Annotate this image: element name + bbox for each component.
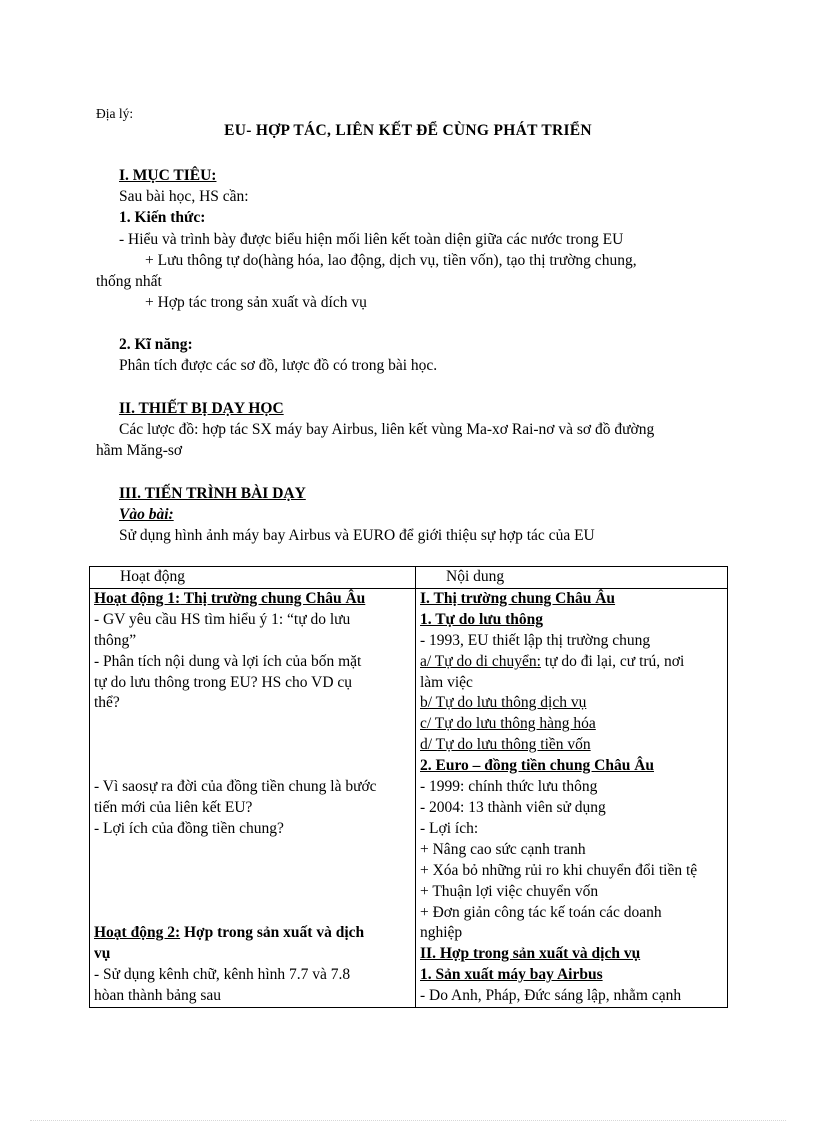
activity-line: - Sử dụng kênh chữ, kênh hình 7.7 và 7.8	[94, 966, 351, 984]
knowledge-item: thống nhất	[96, 273, 162, 290]
skill-heading: 2. Kĩ năng:	[119, 336, 193, 353]
content-line: - 1999: chính thức lưu thông	[420, 778, 598, 796]
knowledge-item: + Lưu thông tự do(hàng hóa, lao động, dịch vụ, tiền vốn), tạo thị trường chung,	[145, 252, 637, 269]
section3-heading: III. TIẾN TRÌNH BÀI DẠY	[119, 485, 306, 502]
content-line: - 2004: 13 thành viên sử dụng	[420, 798, 606, 816]
activity1-name: Thị trường chung Châu Âu	[180, 589, 366, 607]
content-cell	[416, 588, 728, 1007]
content-line: - Lợi ích:	[420, 819, 479, 837]
activity-line: tiến mới của liên kết EU?	[94, 798, 253, 816]
table-header-cell	[90, 567, 416, 589]
activity-line: - Vì saosự ra đời của đồng tiền chung là bước	[94, 778, 377, 796]
header-activity: Hoạt động	[120, 568, 186, 585]
activity1-label: Hoạt động 1:	[94, 589, 181, 607]
table-header-cell	[416, 567, 728, 589]
content-line: - 1993, EU thiết lập thị trường chung	[420, 631, 651, 649]
content-line: c/ Tự do lưu thông hàng hóa	[420, 715, 596, 733]
activity-line: thông”	[94, 631, 137, 649]
section1-intro: Sau bài học, HS cần:	[119, 188, 249, 205]
activity2-label: Hoạt động 2:	[94, 924, 181, 942]
content-subheading: 1. Tự do lưu thông	[420, 610, 543, 628]
section2-heading: II. THIẾT BỊ DẠY HỌC	[119, 400, 284, 417]
content-line: - Do Anh, Pháp, Đức sáng lập, nhằm cạnh	[420, 987, 682, 1005]
activity-line: thể?	[94, 694, 120, 712]
knowledge-heading: 1. Kiến thức:	[119, 209, 206, 226]
activity2-name: Hợp trong sản xuất và dịch	[180, 924, 365, 942]
activity-line: - Lợi ích của đồng tiền chung?	[94, 819, 284, 837]
table-row	[90, 588, 728, 1007]
intro-text: Sử dụng hình ảnh máy bay Airbus và EURO để giới thiệu sự hợp tác của EU	[119, 527, 595, 544]
section2-line: Các lược đồ: hợp tác SX máy bay Airbus, liên kết vùng Ma-xơ Rai-nơ và sơ đồ đường	[119, 421, 655, 438]
content-heading: II. Hợp trong sản xuất và dịch vụ	[420, 945, 641, 963]
activity-line: tự do lưu thông trong EU? HS cho VD cụ	[94, 673, 353, 691]
content-line: a/ Tự do di chuyển:	[420, 652, 541, 670]
content-subheading: 2. Euro – đồng tiền chung Châu Âu	[420, 757, 655, 775]
subject-label: Địa lý:	[96, 106, 134, 121]
section1-heading: I. MỤC TIÊU:	[119, 167, 217, 184]
knowledge-item: + Hợp tác trong sản xuất và dích vụ	[145, 294, 367, 311]
page-title: EU- HỢP TÁC, LIÊN KẾT ĐỂ CÙNG PHÁT TRIỂN	[224, 122, 592, 139]
content-line: + Xóa bỏ những rủi ro khi chuyển đổi tiền tệ	[420, 861, 698, 879]
content-line: + Nâng cao sức cạnh tranh	[420, 840, 586, 858]
table-header-row	[90, 567, 728, 589]
activity-line: - Phân tích nội dung và lợi ích của bốn mặt	[94, 652, 362, 670]
header-content: Nội dung	[446, 568, 505, 585]
content-line: nghiệp	[420, 924, 463, 942]
activity-line: - GV yêu cầu HS tìm hiểu ý 1: “tự do lưu	[94, 610, 351, 628]
section2-line: hầm Măng-sơ	[96, 442, 183, 459]
content-heading: I. Thị trường chung Châu Âu	[420, 589, 616, 607]
content-line: + Thuận lợi việc chuyển vốn	[420, 882, 599, 900]
content-line: b/ Tự do lưu thông dịch vụ	[420, 694, 587, 712]
page-footer-divider	[30, 1120, 786, 1121]
lesson-table	[89, 566, 728, 1008]
activity2-name-cont: vụ	[94, 945, 111, 963]
content-line: d/ Tự do lưu thông tiền vốn	[420, 736, 591, 754]
content-line: làm việc	[420, 673, 473, 691]
content-line: + Đơn giản công tác kế toán các doanh	[420, 903, 662, 921]
content-subheading: 1. Sản xuất máy bay Airbus	[420, 966, 603, 984]
knowledge-item: - Hiểu và trình bày được biểu hiện mối liên kết toàn diện giữa các nước trong EU	[119, 231, 624, 248]
content-line: tự do đi lại, cư trú, nơi	[540, 652, 685, 670]
activity-line: hòan thành bảng sau	[94, 987, 221, 1005]
activity-cell	[90, 588, 416, 1007]
skill-text: Phân tích được các sơ đồ, lược đồ có trong bài học.	[119, 357, 438, 374]
intro-label: Vào bài:	[119, 506, 174, 523]
